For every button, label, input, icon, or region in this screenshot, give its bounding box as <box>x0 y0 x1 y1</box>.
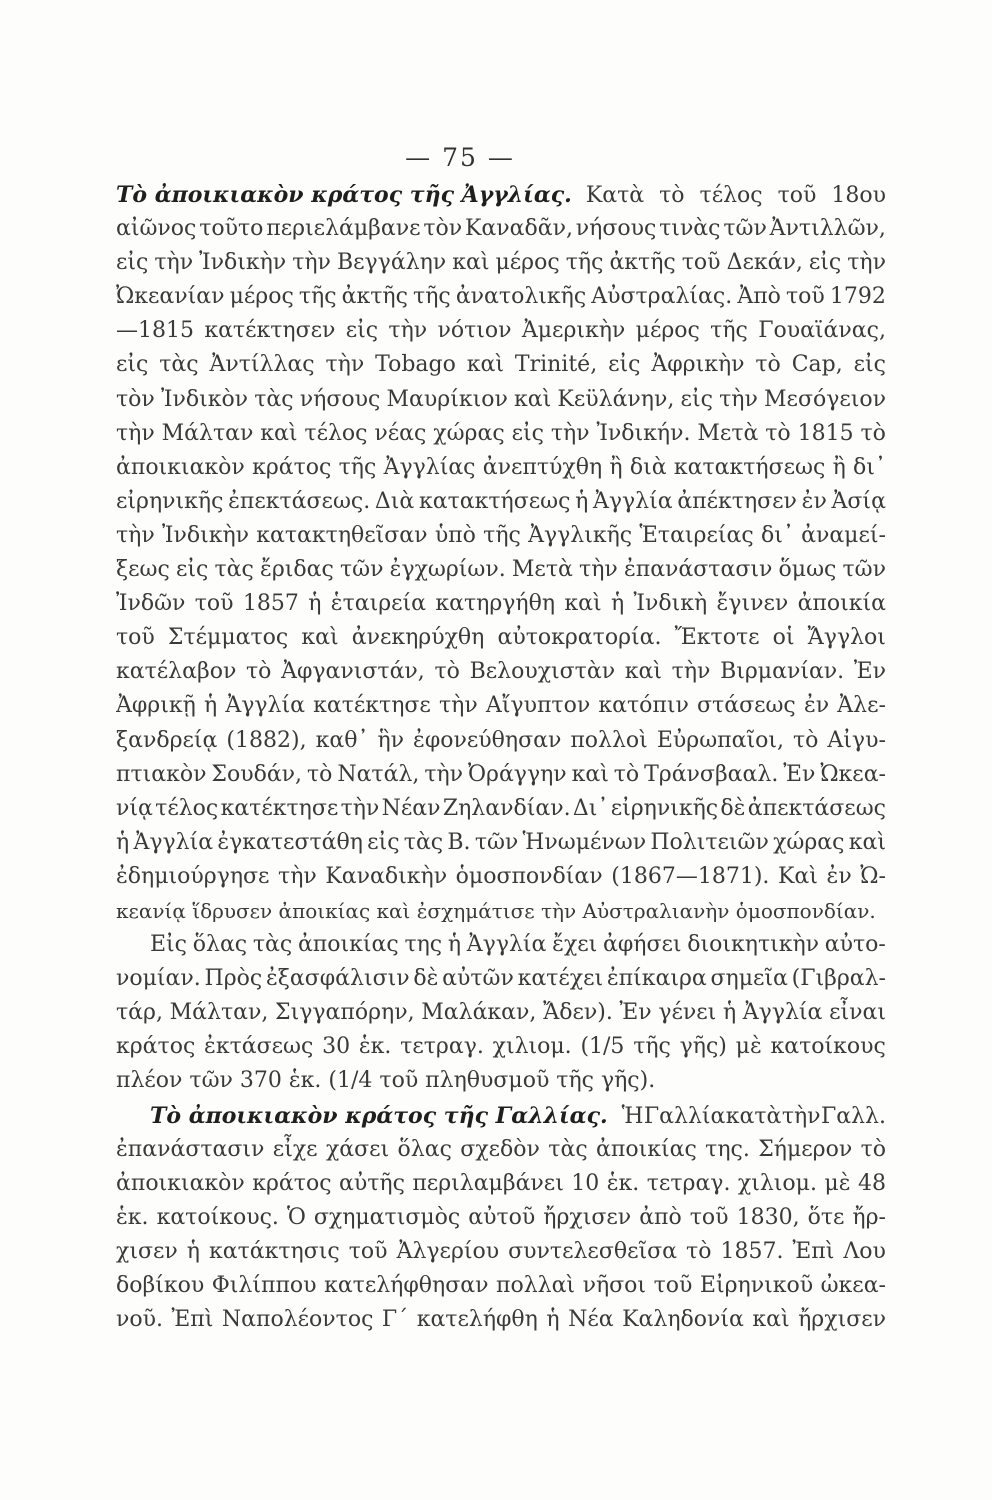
line-text: Ἀφρικῇ ἡ Ἀγγλία κατέκτησε τὴν Αἴγυπτον κατόπιν στάσεως ἐν Ἀλε- <box>116 693 886 719</box>
line-text: κεανίᾳ ἵδρυσεν ἀποικίας καὶ ἐσχημάτισε τὴν Αὐστραλιανὴν ὁμοσπονδίαν. <box>116 898 876 923</box>
line-text: Εἰς ὅλας τὰς ἀποικίας της ἡ Ἀγγλία ἔχει ἀφήσει διοικητικὴν αὐτο- <box>150 932 886 958</box>
line-text: τὴν Ἰνδικὴν κατακτηθεῖσαν ὑπὸ τῆς Ἀγγλικῆς Ἑταιρείας δι᾿ ἀναμεί- <box>116 522 886 548</box>
line-text: χισεν ἡ κατάκτησις τοῦ Ἀλγερίου συντελεσθεῖσα τὸ 1857. Ἐπὶ Λου <box>116 1238 886 1264</box>
line-text: ἐδημιούργησε τὴν Καναδικὴν ὁμοσπονδίαν (1867—1871). Καὶ ἐν Ὠ- <box>116 863 886 889</box>
line-text: εἰς τὰς Ἀντίλλας τὴν Tobago καὶ Trinité, εἰς Ἀφρικὴν τὸ Cap, εἰς <box>116 352 886 378</box>
text-line <box>116 894 886 928</box>
text-line <box>116 451 886 485</box>
text-line <box>116 553 886 587</box>
text-line <box>116 280 886 314</box>
text-line <box>116 348 886 382</box>
text-line <box>116 928 886 962</box>
line-text: Ὠκεανίαν μέρος τῆς ἀκτῆς τῆς ἀνατολικῆς Αὐστραλίας. Ἀπὸ τοῦ 1792 <box>116 284 886 310</box>
line-text: τὸν Ἰνδικὸν τὰς νήσους Μαυρίκιον καὶ Κεϋλάνην, εἰς τὴν Μεσόγειον <box>116 386 886 412</box>
line-text: τάρ, Μάλταν, Σιγγαπόρην, Μαλάκαν, Ἄδεν). Ἐν γένει ἡ Ἀγγλία εἶναι <box>116 1000 886 1026</box>
text-line <box>116 383 886 417</box>
text-line <box>116 1099 886 1133</box>
text-line <box>116 178 886 212</box>
line-text: αἰῶνος τοῦτο περιελάμβανε τὸν Καναδᾶν, νήσους τινὰς τῶν Ἀντιλλῶν, <box>116 216 886 242</box>
text-line <box>116 996 886 1030</box>
line-text: ἐπανάστασιν εἶχε χάσει ὅλας σχεδὸν τὰς ἀποικίας της. Σήμερον τὸ <box>116 1136 886 1162</box>
page-number: — 75 — <box>405 143 515 172</box>
text-line <box>116 519 886 553</box>
line-text: νίᾳ τέλος κατέκτησε τὴν Νέαν Ζηλανδίαν. Δι᾿ εἰρηνικῆς δὲ ἀπεκτάσεως <box>116 795 886 821</box>
line-text: κατέλαβον τὸ Ἀφγανιστάν, τὸ Βελουχιστὰν καὶ τὴν Βιρμανίαν. Ἐν <box>116 659 886 685</box>
line-text: νομίαν. Πρὸς ἐξασφάλισιν δὲ αὐτῶν κατέχει ἐπίκαιρα σημεῖα (Γιβραλ- <box>116 966 886 992</box>
line-text: Κατὰ τὸ τέλος τοῦ 18ου <box>585 183 886 208</box>
text-line <box>116 1235 886 1269</box>
text-line <box>116 792 886 826</box>
text-line <box>116 1133 886 1167</box>
line-text: πλέον τῶν 370 ἑκ. (1/4 τοῦ πληθυσμοῦ τῆς γῆς). <box>116 1068 656 1094</box>
text-line <box>116 1030 886 1064</box>
text-line <box>116 689 886 723</box>
line-text: τοῦ Στέμματος καὶ ἀνεκηρύχθη αὐτοκρατορία. Ἔκτοτε οἱ Ἄγγλοι <box>116 625 886 651</box>
line-text: Ἡ Γαλλία κατὰ τὴν Γαλλ. <box>621 1103 886 1129</box>
line-text: εἰρηνικῆς ἐπεκτάσεως. Διὰ κατακτήσεως ἡ Ἀγγλία ἀπέκτησεν ἐν Ἀσίᾳ <box>116 488 886 514</box>
text-line <box>116 621 886 655</box>
line-text: εἰς τὴν Ἰνδικὴν τὴν Βεγγάλην καὶ μέρος τῆς ἀκτῆς τοῦ Δεκάν, εἰς τὴν <box>116 250 886 276</box>
line-text: τὴν Μάλταν καὶ τέλος νέας χώρας εἰς τὴν Ἰνδικήν. Μετὰ τὸ 1815 τὸ <box>116 420 886 446</box>
text-line <box>116 314 886 348</box>
line-text: δοβίκου Φιλίππου κατελήφθησαν πολλαὶ νῆσοι τοῦ Εἰρηνικοῦ ὠκεα- <box>116 1273 886 1298</box>
text-line <box>116 1303 886 1337</box>
text-line <box>116 860 886 894</box>
line-text: ξανδρείᾳ (1882), καθ᾿ ἣν ἐφονεύθησαν πολλοὶ Εὐρωπαῖοι, τὸ Αἰγυ- <box>116 727 886 753</box>
text-line <box>116 1201 886 1235</box>
line-text: νοῦ. Ἐπὶ Ναπολέοντος Γ´ κατελήφθη ἡ Νέα Καληδονία καὶ ἤρχισεν <box>116 1307 886 1333</box>
text-line <box>116 1269 886 1303</box>
body-text <box>116 178 886 1337</box>
line-text: ἡ Ἀγγλία ἐγκατεστάθη εἰς τὰς Β. τῶν Ἡνωμένων Πολιτειῶν χώρας καὶ <box>116 829 886 855</box>
line-text: πτιακὸν Σουδάν, τὸ Νατάλ, τὴν Ὀράγγην καὶ τὸ Τράνσβααλ. Ἐν Ὠκεα- <box>116 761 886 787</box>
text-line <box>116 655 886 689</box>
text-line <box>116 1167 886 1201</box>
text-line <box>116 417 886 451</box>
line-text: κράτος ἐκτάσεως 30 ἑκ. τετραγ. χιλιομ. (1/5 τῆς γῆς) μὲ κατοίκους <box>116 1034 886 1060</box>
line-text: —1815 κατέκτησεν εἰς τὴν νότιον Ἀμερικὴν μέρος τῆς Γουαϊάνας, <box>116 318 886 344</box>
text-line <box>116 212 886 246</box>
section-heading: Τὸ ἀποικιακὸν κράτος τῆς Ἀγγλίας. <box>116 182 572 208</box>
text-line <box>116 962 886 996</box>
text-line <box>116 758 886 792</box>
line-text: Ἰνδῶν τοῦ 1857 ἡ ἑταιρεία κατηργήθη καὶ ἡ Ἰνδικὴ ἔγινεν ἀποικία <box>116 591 886 617</box>
line-text: ἀποικιακὸν κράτος αὐτῆς περιλαμβάνει 10 ἑκ. τετραγ. χιλιομ. μὲ 48 <box>116 1170 886 1196</box>
text-line <box>116 485 886 519</box>
text-line <box>116 826 886 860</box>
line-text: ἀποικιακὸν κράτος τῆς Ἀγγλίας ἀνεπτύχθη ἢ διὰ κατακτήσεως ἢ δι᾿ <box>116 454 886 480</box>
text-line <box>116 724 886 758</box>
text-line <box>116 1064 886 1098</box>
text-line <box>116 587 886 621</box>
line-text: ἑκ. κατοίκους. Ὁ σχηματισμὸς αὐτοῦ ἤρχισεν ἀπὸ τοῦ 1830, ὅτε ἤρ- <box>116 1204 886 1230</box>
text-line <box>116 246 886 280</box>
line-text: ξεως εἰς τὰς ἔριδας τῶν ἐγχωρίων. Μετὰ τὴν ἐπανάστασιν ὅμως τῶν <box>116 557 886 583</box>
section-heading: Τὸ ἀποικιακὸν κράτος τῆς Γαλλίας. <box>150 1102 608 1129</box>
